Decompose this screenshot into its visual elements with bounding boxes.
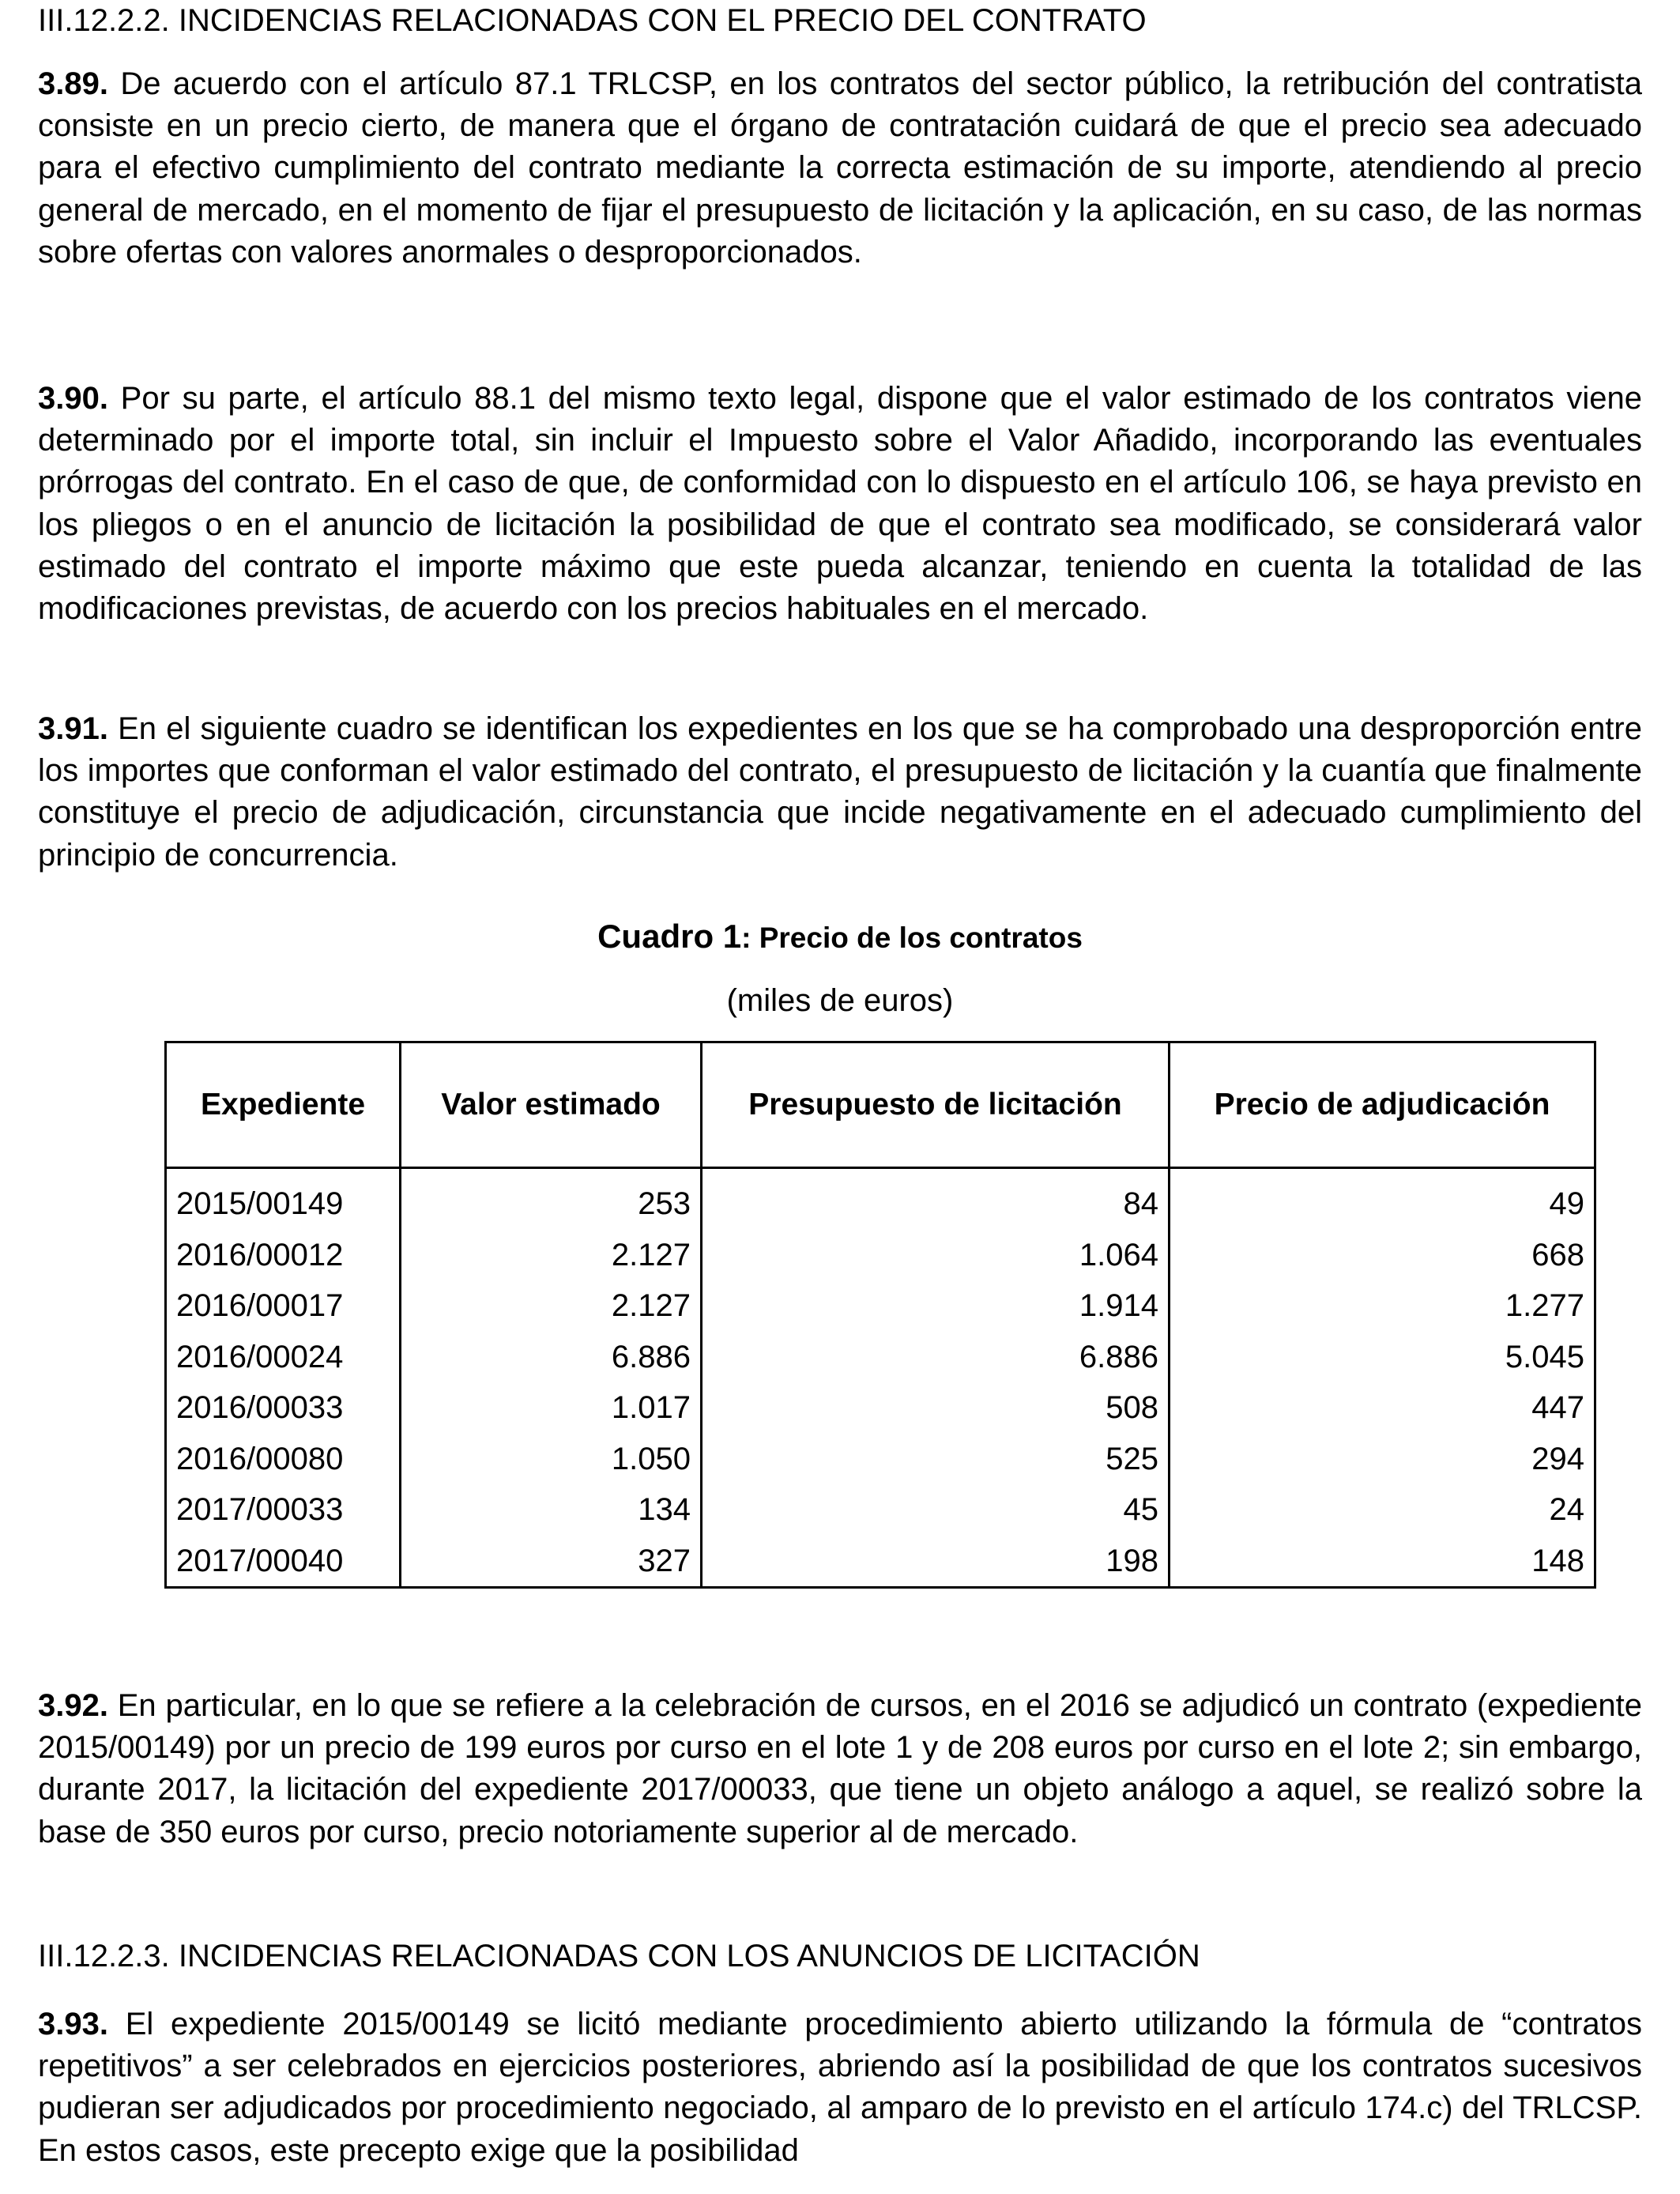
cell-precio-adjudicacion: 148 bbox=[1170, 1536, 1595, 1588]
cell-precio-adjudicacion: 49 bbox=[1170, 1168, 1595, 1230]
cell-valor-estimado: 1.050 bbox=[401, 1434, 702, 1485]
cell-precio-adjudicacion: 5.045 bbox=[1170, 1332, 1595, 1383]
paragraph-3-92 bbox=[38, 1685, 1642, 1853]
paragraph-text: El expediente 2015/00149 se licitó mediante procedimiento abierto utilizando la fórmula de “contratos repetitivos” a ser celebrados en ejercicios posteriores, abriendo así la posibilidad de que los contratos sucesivos pudieran ser adjudicados por procedimiento negociado, al amparo de lo previsto en el artículo 174.c) del TRLCSP. En estos casos, este precepto exige que la posibilidad bbox=[38, 2007, 1642, 2168]
cell-presupuesto-licitacion: 1.914 bbox=[702, 1280, 1170, 1332]
header-expediente: Expediente bbox=[166, 1042, 401, 1168]
cell-precio-adjudicacion: 294 bbox=[1170, 1434, 1595, 1485]
paragraph-3-91 bbox=[38, 708, 1642, 876]
cell-presupuesto-licitacion: 525 bbox=[702, 1434, 1170, 1485]
paragraph-number: 3.93. bbox=[38, 2007, 108, 2041]
paragraph-3-90 bbox=[38, 378, 1642, 630]
cell-precio-adjudicacion: 447 bbox=[1170, 1382, 1595, 1434]
paragraph-3-93 bbox=[38, 2004, 1642, 2172]
header-precio-adjudicacion: Precio de adjudicación bbox=[1170, 1042, 1595, 1168]
table-row bbox=[166, 1332, 1595, 1383]
table-row bbox=[166, 1280, 1595, 1332]
header-valor-estimado: Valor estimado bbox=[401, 1042, 702, 1168]
cell-valor-estimado: 2.127 bbox=[401, 1230, 702, 1281]
cell-expediente: 2016/00024 bbox=[166, 1332, 401, 1383]
cell-expediente: 2016/00017 bbox=[166, 1280, 401, 1332]
cell-precio-adjudicacion: 1.277 bbox=[1170, 1280, 1595, 1332]
cell-expediente: 2016/00012 bbox=[166, 1230, 401, 1281]
table-row bbox=[166, 1434, 1595, 1485]
table-row bbox=[166, 1536, 1595, 1588]
table-caption-title: : Precio de los contratos bbox=[741, 922, 1083, 954]
cell-valor-estimado: 1.017 bbox=[401, 1382, 702, 1434]
table-row bbox=[166, 1484, 1595, 1536]
cell-presupuesto-licitacion: 1.064 bbox=[702, 1230, 1170, 1281]
table-row bbox=[166, 1168, 1595, 1230]
cell-valor-estimado: 253 bbox=[401, 1168, 702, 1230]
section-heading-precio: III.12.2.2. INCIDENCIAS RELACIONADAS CON EL PRECIO DEL CONTRATO bbox=[38, 3, 1147, 38]
paragraph-number: 3.89. bbox=[38, 66, 108, 101]
table-unit: (miles de euros) bbox=[726, 983, 954, 1018]
cell-presupuesto-licitacion: 84 bbox=[702, 1168, 1170, 1230]
cell-presupuesto-licitacion: 45 bbox=[702, 1484, 1170, 1536]
contracts-price-table bbox=[164, 1041, 1596, 1589]
table-row bbox=[166, 1230, 1595, 1281]
cell-expediente: 2016/00033 bbox=[166, 1382, 401, 1434]
cell-precio-adjudicacion: 668 bbox=[1170, 1230, 1595, 1281]
cell-expediente: 2017/00040 bbox=[166, 1536, 401, 1588]
paragraph-text: Por su parte, el artículo 88.1 del mismo texto legal, dispone que el valor estimado de los contratos viene determinado por el importe total, sin incluir el Impuesto sobre el Valor Añadido, incorporando las eventuales prórrogas del contrato. En el caso de que, de conformidad con lo dispuesto en el artículo 106, se haya previsto en los pliegos o en el anuncio de licitación la posibilidad de que el contrato sea modificado, se considerará valor estimado del contrato el importe máximo que este pueda alcanzar, teniendo en cuenta la totalidad de las modificaciones previstas, de acuerdo con los precios habituales en el mercado. bbox=[38, 381, 1642, 627]
cell-expediente: 2015/00149 bbox=[166, 1168, 401, 1230]
table-row bbox=[166, 1382, 1595, 1434]
cell-expediente: 2016/00080 bbox=[166, 1434, 401, 1485]
table-caption bbox=[38, 913, 1642, 962]
table-caption-number: Cuadro 1 bbox=[597, 918, 742, 955]
cell-presupuesto-licitacion: 198 bbox=[702, 1536, 1170, 1588]
paragraph-text: En particular, en lo que se refiere a la celebración de cursos, en el 2016 se adjudicó un contrato (expediente 2015/00149) por un precio de 199 euros por curso en el lote 1 y de 208 euros por curso en el lote 2; sin embargo, durante 2017, la licitación del expediente 2017/00033, que tiene un objeto análogo a aquel, se realizó sobre la base de 350 euros por curso, precio notoriamente superior al de mercado. bbox=[38, 1688, 1642, 1849]
cell-expediente: 2017/00033 bbox=[166, 1484, 401, 1536]
paragraph-number: 3.92. bbox=[38, 1688, 108, 1723]
paragraph-3-89 bbox=[38, 63, 1642, 273]
cell-valor-estimado: 327 bbox=[401, 1536, 702, 1588]
cell-valor-estimado: 6.886 bbox=[401, 1332, 702, 1383]
cell-presupuesto-licitacion: 6.886 bbox=[702, 1332, 1170, 1383]
cell-valor-estimado: 2.127 bbox=[401, 1280, 702, 1332]
paragraph-number: 3.91. bbox=[38, 711, 108, 746]
paragraph-text: De acuerdo con el artículo 87.1 TRLCSP, en los contratos del sector público, la retribución del contratista consiste en un precio cierto, de manera que el órgano de contratación cuidará de que el precio sea adecuado para el efectivo cumplimiento del contrato mediante la correcta estimación de su importe, atendiendo al precio general de mercado, en el momento de fijar el presupuesto de licitación y la aplicación, en su caso, de las normas sobre ofertas con valores anormales o desproporcionados. bbox=[38, 66, 1642, 270]
header-presupuesto-licitacion: Presupuesto de licitación bbox=[702, 1042, 1170, 1168]
paragraph-number: 3.90. bbox=[38, 381, 108, 416]
paragraph-text: En el siguiente cuadro se identifican los expedientes en los que se ha comprobado una desproporción entre los importes que conforman el valor estimado del contrato, el presupuesto de licitación y la cuantía que finalmente constituye el precio de adjudicación, circunstancia que incide negativamente en el adecuado cumplimiento del principio de concurrencia. bbox=[38, 711, 1642, 873]
cell-presupuesto-licitacion: 508 bbox=[702, 1382, 1170, 1434]
cell-valor-estimado: 134 bbox=[401, 1484, 702, 1536]
section-heading-anuncios: III.12.2.3. INCIDENCIAS RELACIONADAS CON LOS ANUNCIOS DE LICITACIÓN bbox=[38, 1939, 1200, 1973]
table-header-row bbox=[166, 1042, 1595, 1168]
cell-precio-adjudicacion: 24 bbox=[1170, 1484, 1595, 1536]
